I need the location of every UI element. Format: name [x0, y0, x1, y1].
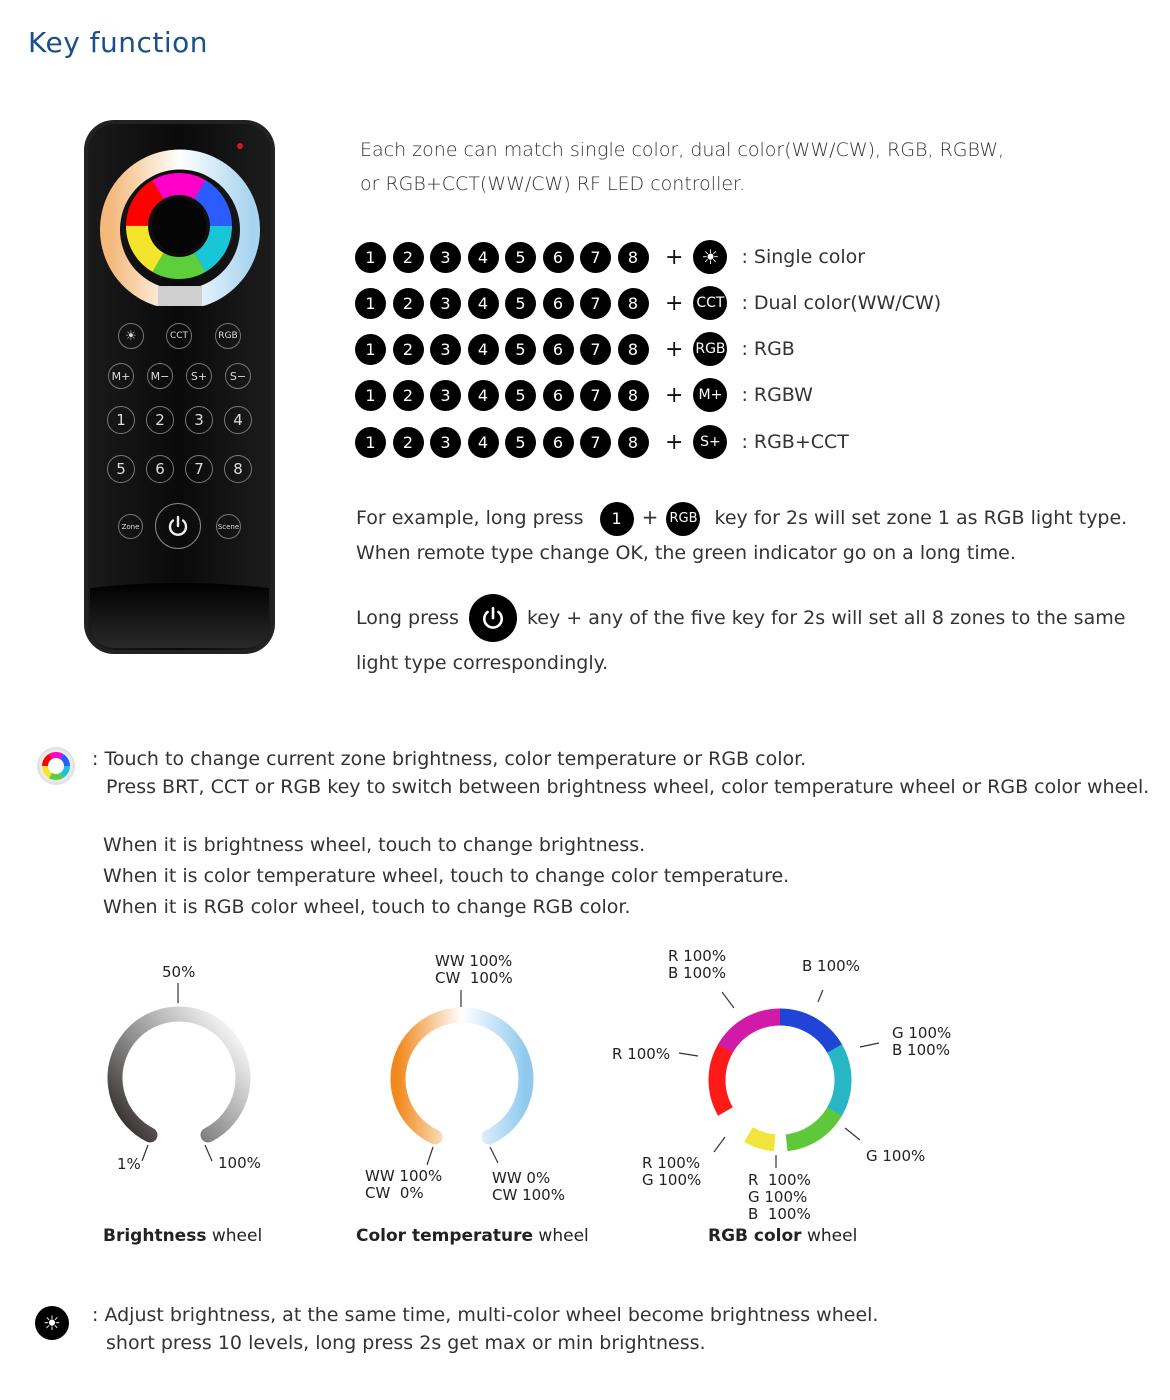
remote-zone-1-key[interactable]: 1	[107, 406, 135, 434]
wheel-modes-text	[103, 830, 1003, 923]
brightness-left-label: 1%	[117, 1155, 141, 1173]
rgb-left-label: R 100%	[612, 1045, 671, 1063]
longpress-paragraph	[356, 590, 1156, 680]
zone-key-3: 3	[430, 380, 461, 411]
remote-zone-6-key[interactable]: 6	[146, 455, 174, 483]
power-key	[469, 594, 517, 642]
plus-sign: +	[641, 505, 659, 529]
wheel-desc-line-3: When it is brightness wheel, touch to change brightness.	[103, 834, 646, 856]
zone-key-1: 1	[355, 288, 386, 319]
cct-wheel-diagram	[375, 990, 550, 1165]
zone-key-7: 7	[580, 427, 611, 458]
remote-zone-7-key[interactable]: 7	[185, 455, 213, 483]
cct-right-label: WW 0% CW 100%	[492, 1169, 565, 1204]
brightness-desc-line-1: : Adjust brightness, at the same time, multi-color wheel become brightness wheel.	[92, 1304, 879, 1326]
zone-key-7: 7	[580, 380, 611, 411]
remote-zone-3-key[interactable]: 3	[185, 406, 213, 434]
page-title: Key function	[28, 26, 209, 59]
zone-key-3: 3	[430, 427, 461, 458]
remote-control	[82, 118, 277, 658]
longpress-line-2: light type correspondingly.	[356, 652, 609, 674]
remote-zone-4-key[interactable]: 4	[224, 406, 252, 434]
zone-key-2: 2	[393, 334, 424, 365]
zone-key-8: 8	[618, 334, 649, 365]
wheel-description	[92, 745, 1162, 801]
intro-text	[360, 133, 1004, 201]
remote-zone-2-key[interactable]: 2	[146, 406, 174, 434]
zone-key-5: 5	[505, 334, 536, 365]
zone-key-1: 1	[355, 334, 386, 365]
zone-key-7: 7	[580, 334, 611, 365]
example-paragraph	[356, 500, 1156, 570]
key-row-desc: : RGBW	[741, 384, 813, 406]
rgb-right-lower-label: G 100%	[866, 1147, 926, 1165]
key-row-desc: : RGB	[741, 338, 795, 360]
zone-key-5: 5	[505, 242, 536, 273]
brightness-wheel-caption: Brightness wheel	[103, 1226, 263, 1246]
rgb-bottom-label: R 100% G 100% B 100%	[748, 1171, 811, 1223]
example-prefix: For example, long press	[356, 507, 584, 529]
color-wheel-icon	[36, 746, 76, 786]
zone-key-5: 5	[505, 288, 536, 319]
brightness-arc	[115, 1014, 243, 1135]
remote-scene-key[interactable]: Scene	[216, 514, 241, 539]
power-icon	[481, 606, 505, 630]
wheel-desc-line-5: When it is RGB color wheel, touch to change RGB color.	[103, 896, 631, 918]
intro-line-2: or RGB+CCT(WW/CW) RF LED controller.	[360, 173, 746, 195]
remote-zone-key[interactable]: Zone	[118, 514, 143, 539]
zone-key-4: 4	[468, 288, 499, 319]
zone-key-3: 3	[430, 288, 461, 319]
zone-key-8: 8	[618, 288, 649, 319]
zone-key-2: 2	[393, 380, 424, 411]
key-row-single-color	[355, 240, 865, 274]
remote-zone-5-key[interactable]: 5	[107, 455, 135, 483]
key-row-dual-color	[355, 286, 941, 320]
plus-sign: +	[665, 336, 684, 362]
longpress-prefix: Long press	[356, 607, 459, 629]
zone-key-6: 6	[543, 288, 574, 319]
zone-key-8: 8	[618, 427, 649, 458]
plus-sign: +	[665, 290, 684, 316]
rgb-key: RGB	[666, 502, 700, 536]
zone-key-8: 8	[618, 242, 649, 273]
rgb-ring	[694, 994, 866, 1166]
zone-key-1: 1	[600, 502, 634, 536]
rgb-top-right-label: B 100%	[802, 957, 860, 975]
wheel-desc-line-1: : Touch to change current zone brightness, color temperature or RGB color.	[92, 748, 807, 770]
rgb-right-upper-label: G 100% B 100%	[892, 1024, 952, 1059]
remote-s-plus-key[interactable]: S+	[186, 363, 212, 389]
zone-key-5: 5	[505, 380, 536, 411]
zone-key-2: 2	[393, 427, 424, 458]
s-plus-key: S+	[693, 425, 727, 459]
brightness-right-label: 100%	[218, 1154, 261, 1172]
cct-arc	[398, 1015, 526, 1137]
remote-power-key[interactable]	[155, 503, 201, 549]
zone-key-2: 2	[393, 242, 424, 273]
plus-sign: +	[665, 244, 684, 270]
cct-key: CCT	[693, 286, 727, 320]
brightness-top-label: 50%	[162, 963, 196, 981]
brightness-key-description	[92, 1301, 1092, 1357]
zone-key-4: 4	[468, 242, 499, 273]
zone-key-2: 2	[393, 288, 424, 319]
zone-key-1: 1	[355, 380, 386, 411]
plus-sign: +	[665, 429, 684, 455]
cct-top-label: WW 100% CW 100%	[435, 952, 513, 987]
zone-key-7: 7	[580, 242, 611, 273]
rgb-key: RGB	[693, 332, 727, 366]
zone-key-4: 4	[468, 427, 499, 458]
zone-key-6: 6	[543, 334, 574, 365]
m-plus-key: M+	[693, 378, 727, 412]
remote-brightness-key[interactable]: ☀	[118, 323, 144, 349]
brightness-wheel-diagram	[95, 965, 295, 1175]
remote-zone-8-key[interactable]: 8	[224, 455, 252, 483]
example-suffix: key for 2s will set zone 1 as RGB light type.	[714, 507, 1128, 529]
zone-key-3: 3	[430, 242, 461, 273]
longpress-suffix: key + any of the five key for 2s will set all 8 zones to the same	[526, 607, 1126, 629]
zone-key-4: 4	[468, 334, 499, 365]
zone-key-5: 5	[505, 427, 536, 458]
remote-cct-key[interactable]: CCT	[166, 323, 192, 349]
rgb-wheel-caption: RGB color wheel	[708, 1226, 858, 1246]
power-icon	[167, 515, 189, 537]
intro-line-1: Each zone can match single color, dual color(WW/CW), RGB, RGBW,	[360, 139, 1005, 161]
zone-key-7: 7	[580, 288, 611, 319]
key-row-desc: : Single color	[741, 246, 866, 268]
zone-key-3: 3	[430, 334, 461, 365]
example-line-2: When remote type change OK, the green indicator go on a long time.	[356, 541, 1016, 564]
zone-key-1: 1	[355, 427, 386, 458]
cct-wheel-caption: Color temperature wheel	[356, 1226, 589, 1246]
brightness-icon: ☀	[35, 1306, 69, 1340]
remote-m-minus-key[interactable]: M−	[147, 363, 173, 389]
zone-key-8: 8	[618, 380, 649, 411]
key-row-rgbw	[355, 378, 813, 412]
cct-left-label: WW 100% CW 0%	[365, 1167, 443, 1202]
zone-key-6: 6	[543, 242, 574, 273]
remote-s-minus-key[interactable]: S−	[225, 363, 251, 389]
brightness-key: ☀	[693, 240, 727, 274]
key-row-desc: : RGB+CCT	[741, 431, 849, 453]
key-row-rgb	[355, 332, 795, 366]
plus-sign: +	[665, 382, 684, 408]
remote-rgb-key[interactable]: RGB	[215, 323, 241, 349]
wheel-desc-line-2: Press BRT, CCT or RGB key to switch between brightness wheel, color temperature wheel or RGB color wheel.	[106, 776, 1150, 798]
zone-key-6: 6	[543, 427, 574, 458]
brightness-desc-line-2: short press 10 levels, long press 2s get max or min brightness.	[106, 1332, 706, 1354]
key-row-rgb-cct	[355, 425, 849, 459]
zone-key-6: 6	[543, 380, 574, 411]
rgb-wheel-diagram	[670, 990, 890, 1170]
zone-key-4: 4	[468, 380, 499, 411]
remote-m-plus-key[interactable]: M+	[108, 363, 134, 389]
key-row-desc: : Dual color(WW/CW)	[741, 292, 942, 314]
zone-key-1: 1	[355, 242, 386, 273]
wheel-desc-line-4: When it is color temperature wheel, touch to change color temperature.	[103, 865, 790, 887]
rgb-bottom-left-label: R 100% G 100%	[642, 1154, 702, 1189]
rgb-top-left-label: R 100% B 100%	[668, 947, 727, 982]
